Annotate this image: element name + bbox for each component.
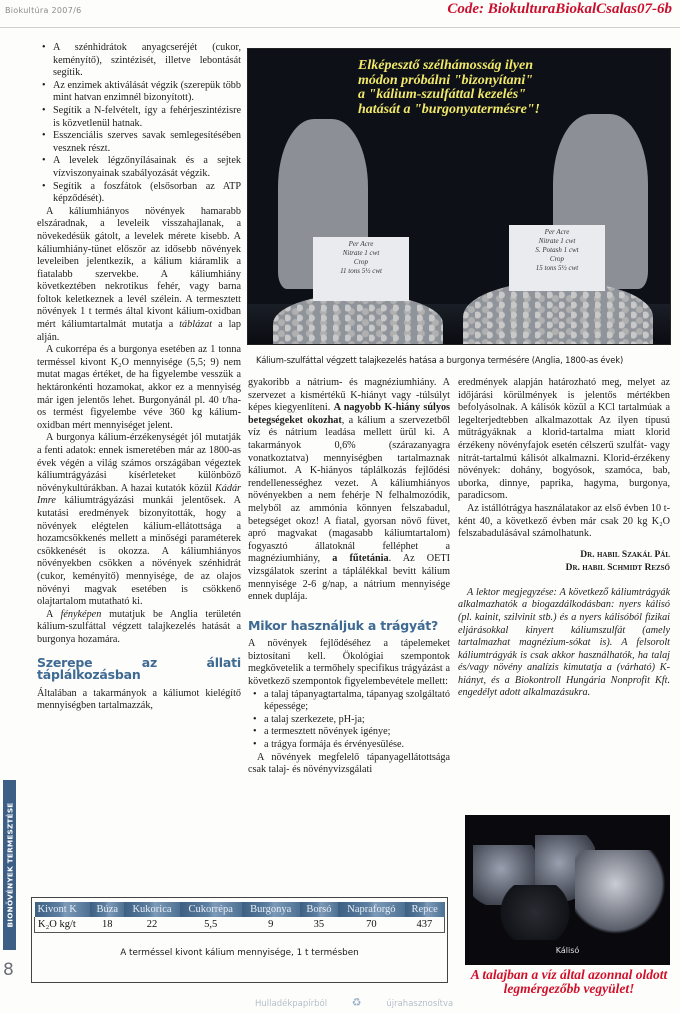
column-header: Napraforgó [338, 902, 405, 917]
author-title: Dr. habil [565, 562, 605, 573]
sign-text: 11 tons 5½ cwt [340, 267, 382, 275]
text: . Az OETI vizsgálatok szerint a táplálékkal bevitt kálium mennyisége 2-6 g/nap, a nátrium mennyisége ennek duplája. [248, 553, 450, 603]
potassium-removal-table [34, 902, 445, 933]
sign-text: Nitrate 1 cwt [342, 249, 380, 257]
text: A káliumhiányos növények hamarabb elszáradnak, a leveleik visszahajlanak, a növekedésük gátolt, a levelek mérete kisebb. A káliumhiány-tünet először az idősebb növények leveleiben jelentkezik, a kálium kiáramlik a fiatalabb szervekbe. A káliumhiány következtében nekrotikus fehér, vagy barna foltok keletkeznek a levél szélein. A termesztett növények 1 t termés által kivont kálium-oxidban mért káliumtartalmát mutatja a [37, 205, 241, 331]
reviewer-note: A lektor megjegyzése: A következő káliumtrágyák alkalmazhatók a biogazdálkodásban: nyers kálisó (pl. kainit, szilvinit stb.) és a nyers kálisóból fizikai eljárásokkal kinyert káliumszulfát (amely tartalmazhat magnézium-sókat is). A felsorolt káliumtrágyák is csak akkor használhatók, ha talaj és/vagy növény analízis kimutatja a (várható) K-hiányt, és a Biokontroll Hungária Nonprofit Kft. engedélyt adott alkalmazásukra. [458, 586, 670, 699]
footer-right-text: újrahasznosítva [386, 999, 454, 1009]
crystal [575, 850, 665, 935]
list-item: • Segítik a foszfátok (elsősorban az ATP képződését). [42, 181, 241, 206]
column-1 [37, 42, 241, 713]
text: A [46, 608, 53, 620]
column-header: Kivont K [35, 902, 91, 917]
table-cell: 22 [124, 917, 179, 933]
sign-text: Crop [549, 255, 565, 263]
author [458, 549, 670, 562]
list-item: • a termesztett növények igénye; [253, 726, 450, 739]
sign-left [313, 237, 409, 301]
section-side-tab [3, 780, 16, 950]
overlay-line: módon próbálni "bizonyítani" [358, 72, 534, 88]
table-caption: A terméssel kivont kálium mennyisége, 1 t termésben [120, 948, 359, 958]
recycle-icon: ♻ [351, 996, 362, 1009]
row-label: K₂O kg/t [35, 917, 91, 933]
paragraph [248, 377, 450, 604]
text: gyakoribb a nátrium- és magnéziumhiány. A szervezet a kismértékű K-hiányt vagy -túlsúlyt képes kiegyenlíteni. [248, 377, 450, 414]
paragraph: eredmények alapján határozható meg, melyet az időjárási körülmények is jelentős mértékben befolyásolnak. A kálisók közül a KCl tartalmúak a legelterjedtebben alkalmazottak Az ilyen típusú műtrágyáknak a klorid-tartalma miatt klorid érzékeny növényfajok esetén célszerű szulfát- vagy nitrát-tartalmú kálisót alkalmazni. Klorid-érzékeny növények: dohány, bogyósok, szamóca, bab, uborka, dinnye, paprika, hagyma, burgonya, paradicsom. [458, 377, 670, 502]
potash-warning: A talajban a víz által azonnal oldott legmérgezőbb vegyület! [470, 967, 668, 996]
sign-text: Per Acre [348, 240, 374, 248]
sign-text: Nitrate 1 cwt [538, 237, 576, 245]
potash-salt-photo [465, 815, 670, 965]
paragraph: A növények fejlődéséhez a tápelemeket biztosítani kell. Ökológiai szempontok megkövetelik a termőhely specifikus trágyázást a következő szempontok figyelembevétele mellett: [248, 638, 450, 688]
emphasis: A nagyobb K-hiány súlyos betegségeket okozhat [248, 402, 451, 426]
table-cell: 9 [242, 917, 300, 933]
section-side-tab-label: BIONÖVÉNYEK TERMESZTÉSE [5, 802, 14, 928]
list-item: • a talaj szerkezete, pH-ja; [253, 714, 450, 727]
column-3 [458, 377, 670, 700]
publication-issue: Biokultúra 2007/6 [5, 6, 82, 15]
recycled-paper-footer [255, 996, 453, 1009]
column-header: Burgonya [242, 902, 300, 917]
author-title: Dr. habil [580, 549, 620, 560]
potato-pile-left [273, 294, 443, 345]
photo-caption: Kálium-szulfáttal végzett talajkezelés hatása a burgonya termésére (Anglia, 1800-as évek) [256, 355, 624, 365]
text: a lap alján. [37, 319, 242, 343]
author-signature [458, 549, 670, 575]
overlay-line: Elképesztő szélhámosság ilyen [358, 58, 534, 73]
column-header: Kukorica [124, 902, 179, 917]
list-item: • Az enzimek aktiválását végzik (szerepük több mint hatvan enzimnél bizonyított). [42, 80, 241, 105]
emphasis: a fűtetánia [332, 553, 389, 565]
author [458, 562, 670, 575]
table-reference: táblázat [179, 319, 213, 331]
section-title-animal-nutrition: Szerepe az állati táplálkozásban [37, 654, 241, 683]
sign-text: S. Potash 1 cwt [535, 246, 579, 254]
photo-overlay-comment [358, 59, 540, 117]
section-title-when-to-use: Mikor használjuk a trágyát? [248, 617, 439, 633]
footer-left-text: Hulladékpapírból [255, 999, 328, 1009]
list-item: • Segítik a N-felvételt, így a fehérjeszintézisre is közvetlenül hatnak. [42, 105, 241, 130]
sign-right [509, 225, 605, 291]
list-item: • A szénhidrátok anyagcseréjét (cukor, keményítő), szintézisét, illetve lebontását segítik. [42, 42, 241, 80]
document-code: Code: BiokulturaBiokalCsalas07-6b [447, 1, 672, 17]
text: , a kálium a szervezetből víz és nátrium leadása mellett ürül ki. A takarmányok 0,6% (szárazanyagra vonatkoztatva) mennyiségben tartalmaznak káliumot. A K-hiányos táplálkozás fejlődési rendellenességhez vezet. A káliumhiányos növényekben a nem fehérje N felhalmozódik, melyből az ammónia könnyen felszabadul, betegséget okoz! A fiatal, gyorsan növő füvet, apró magvakat (magasabb káliumtartalom) fogyasztó állatoknál felléphet a magnéziumhiány, [248, 414, 450, 565]
potassium-table-box [31, 897, 448, 983]
table-cell: 18 [90, 917, 124, 933]
column-header: Borsó [300, 902, 338, 917]
list-item: • A levelek légzőnyílásainak és a sejtek vízviszonyainak szabályozását végzik. [42, 155, 241, 180]
page-header [0, 0, 680, 28]
paragraph: A cukorrépa és a burgonya esetében az 1 tonna terméssel kivont K₂O mennyisége (5,5; 9) nem mutat magas értéket, de ha figyelembe vesszük a hektáronkénti hozamokat, akkor ez a mennyiség már igen jelentős lehet. Burgonyánál pl. 40 t/ha-os termést figyelembe véve 360 kg kálium-oxidban mért mennyiséget jelent. [37, 344, 241, 431]
list-item: • a talaj tápanyagtartalma, tápanyag szolgáltató képessége; [253, 689, 450, 714]
sign-text: Per Acre [544, 228, 570, 236]
page-number: 8 [3, 960, 14, 980]
criteria-list [248, 689, 450, 752]
paragraph: A növények megfelelő tápanyagellátottsága csak talaj- és növényvizsgálati [248, 751, 450, 776]
column-header: Repce [405, 902, 445, 917]
text: káliumtrágyázási munkái jelentősek. A kutatási eredmények bizonyították, hogy a növények elégtelen kálium-ellátottsága a hozamcsökkenés mellett a minőségi paraméterek csökkenését is okozza. A káliumhiányos növényekben csökken a növények szénhidrát (cukor, keményítő) mennyisége, de az olajos növényi magvak esetében is csökkenő olajtartalom mutatható ki. [37, 495, 241, 608]
text: mutatjuk be Anglia területén kálium-szulfáttal végzett talajkezelés hatását a burgonya hozamára. [37, 608, 241, 645]
author-name: Szakál Pál [621, 549, 670, 560]
text: A burgonya kálium-érzékenységét jól mutatják a fenti adatok: ennek ismeretében már az 1800-as évek végén a világ számos országában végeztek káliumtrágyázási kísérleteket különböző növénykultúrákban. A hazai kutatók közül [37, 432, 241, 494]
potash-label: Kálisó [555, 946, 580, 955]
overlay-line: hatását a "burgonyatermésre"! [358, 101, 541, 117]
photo-reference: fényképen [60, 608, 102, 620]
paragraph: Az istállótrágya használatakor az első évben 10 t-ként 40, a következő évben már csak 20 kg K₂O felszabadulásával számolhatunk. [458, 502, 670, 540]
table-cell: 35 [300, 917, 338, 933]
overlay-line: a "kálium-szulfáttal kezelés" [358, 87, 526, 102]
column-header: Búza [90, 902, 124, 917]
column-header: Cukorrépa [180, 902, 242, 917]
paragraph [37, 432, 241, 608]
table-cell: 437 [405, 917, 445, 933]
paragraph: Általában a takarmányok a káliumot kielégítő mennyiségben tartalmazzák, [37, 687, 241, 712]
sign-text: Crop [353, 258, 369, 266]
paragraph [37, 206, 241, 345]
sign-text: 15 tons 5½ cwt [535, 264, 579, 272]
potassium-roles-list [37, 42, 241, 206]
list-item: • Esszenciális szerves savak semlegesítésében vesznek részt. [42, 130, 241, 155]
list-item: • a trágya formája és érvényesülése. [253, 739, 450, 752]
table-cell: 70 [338, 917, 405, 933]
column-2 [248, 377, 450, 777]
author-name: Schmidt Rezső [607, 562, 670, 573]
table-cell: 5,5 [180, 917, 242, 933]
potato-experiment-photo [247, 48, 671, 345]
paragraph [37, 609, 241, 647]
crystal [495, 885, 575, 940]
table-header-row [35, 902, 445, 917]
table-row [35, 917, 445, 933]
researcher-name: Kádár Imre [37, 482, 242, 507]
